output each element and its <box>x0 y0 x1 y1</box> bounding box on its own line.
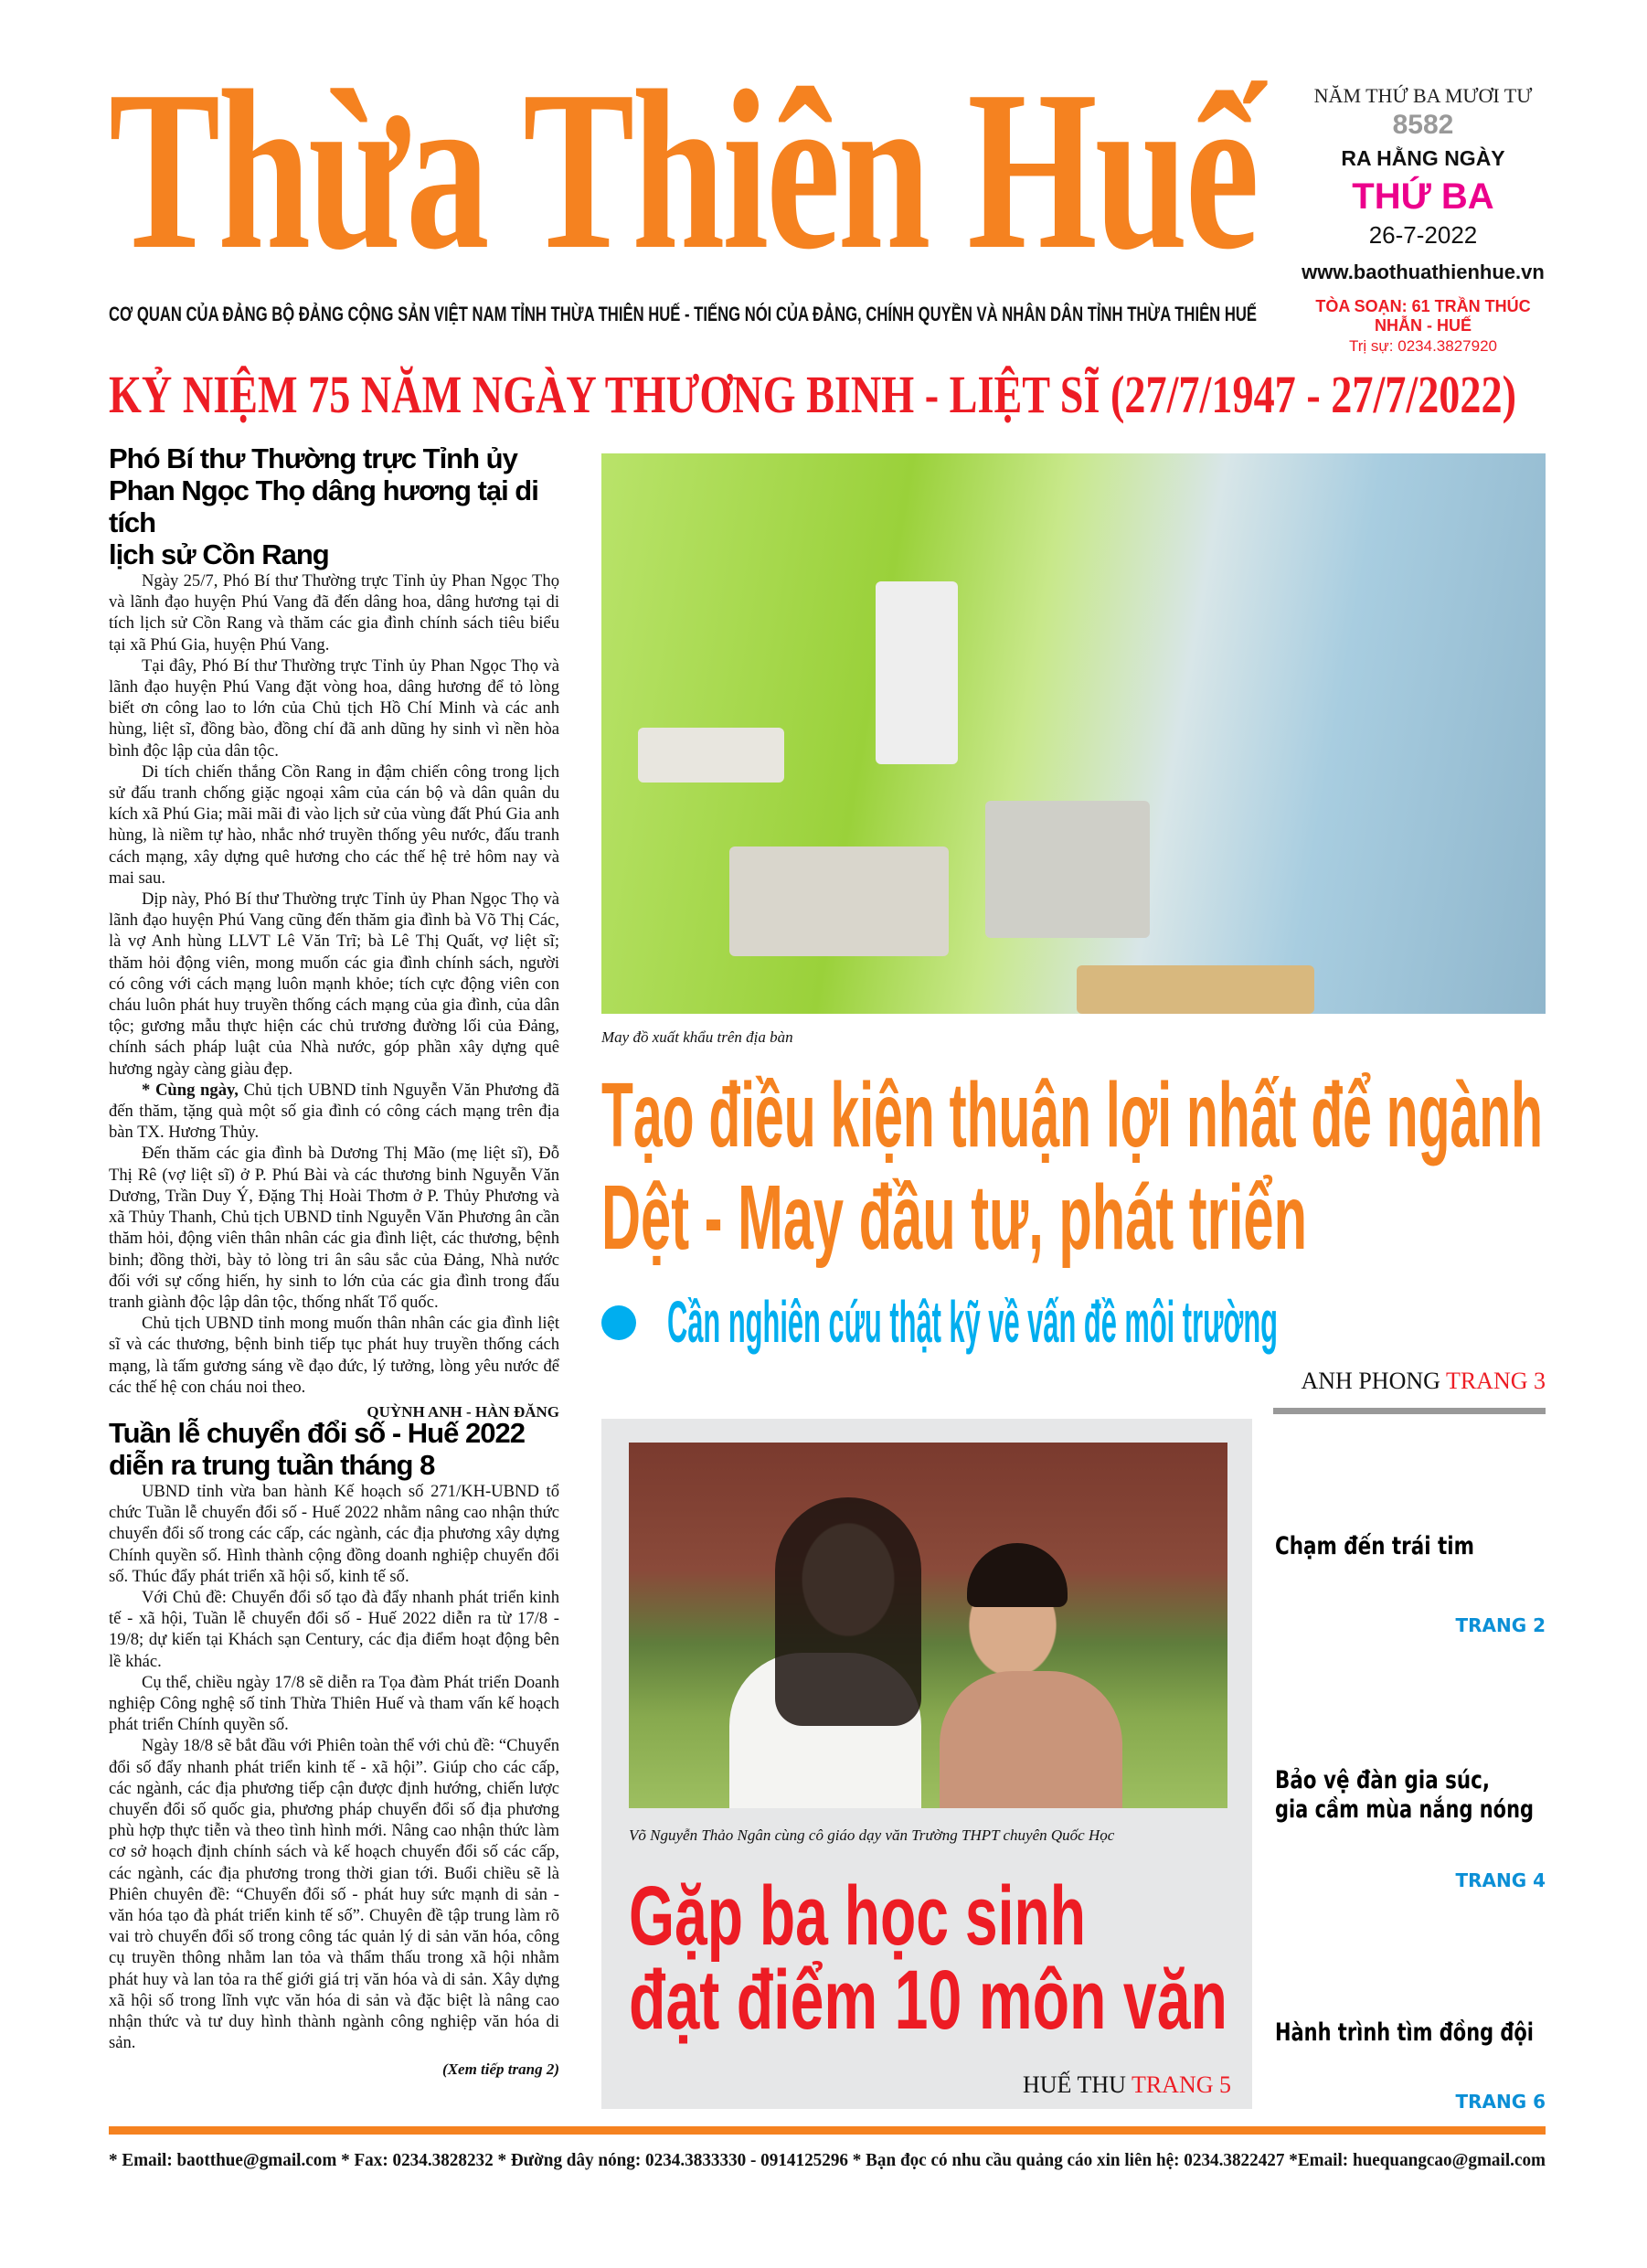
bullet-icon <box>601 1305 636 1340</box>
byline: QUỲNH ANH - HÀN ĐĂNG <box>367 1402 559 1421</box>
article-digital-week <box>109 1417 559 2079</box>
feature-headline[interactable]: Gặp ba học sinh đạt điểm 10 môn văn <box>629 1869 1227 2047</box>
feature-credit: HUẾ THU TRANG 5 <box>1023 2071 1231 2098</box>
office-address: TÒA SOẠN: 61 TRẦN THÚC NHẪN - HUẾ <box>1315 297 1531 335</box>
page-ref[interactable]: TRANG 3 <box>1445 1368 1546 1394</box>
weekday: THỨ BA <box>1352 176 1494 217</box>
garment-factory-photo <box>601 453 1546 1014</box>
article-title[interactable]: Tuần lễ chuyển đổi số - Huế 2022 diễn ra trung tuần tháng 8 <box>109 1417 525 1481</box>
article-body: Ngày 25/7, Phó Bí thư Thường trực Tỉnh ủy Phan Ngọc Thọ và lãnh đạo huyện Phú Vang đã đến dâng hoa, dâng hương tại di tích lịch sử Cồn Rang và thăm các gia đình chính sách tiêu biểu tại xã Phú Gia, huyện Phú Vang. Tại đây, Phó Bí thư Thường trực Tỉnh ủy Phan Ngọc Thọ và lãnh đạo huyện Phú Vang đặt vòng hoa, dâng hương để tỏ lòng biết ơn công lao to lớn của Chủ tịch Hồ Chí Minh và các anh hùng, liệt sĩ, đồng bào, đồng chí đã anh dũng hy sinh vì nền hòa bình độc lập của dân tộc. Di tích chiến thắng Cồn Rang in đậm chiến công trong lịch sử đấu tranh chống giặc ngoại xâm của cán bộ và dân quân du kích xã Phú Gia; mãi mãi đi vào lịch sử của vùng đất Phú Gia anh hùng, là niềm tự hào, nhắc nhớ truyền thống yêu nước, đấu tranh cách mạng, xây dựng quê hương cho các thế hệ trẻ hôm nay và mai sau. Dịp này, Phó Bí thư Thường trực Tỉnh ủy Phan Ngọc Thọ và lãnh đạo huyện Phú Vang cũng đến thăm gia đình bà Võ Thị Các, là vợ Anh hùng LLVT Lê Văn Trĩ; bà Lê Thị Quất, vợ liệt sĩ; thăm hỏi động viên, mong muốn các gia đình chính sách, người có công với cách mạng luôn mạnh khỏe; tích cực động viên con cháu luôn phát huy truyền thống cách mạng của gia đình, của dân tộc; gương mẫu thực hiện các chủ trương đường lối của Đảng, chính sách pháp luật của Nhà nước, góp phần xây dựng quê hương ngày càng giàu đẹp. * Cùng ngày, Chủ tịch UBND tỉnh Nguyễn Văn Phương đã đến thăm, tặng quà một số gia đình có công cách mạng trên địa bàn TX. Hương Thủy. Đến thăm các gia đình bà Dương Thị Mão (mẹ liệt sĩ), Đỗ Thị Rê (vợ liệt sĩ) ở P. Phú Bài và các thương binh Nguyễn Văn Dương, Trần Duy Ý, Đặng Thị Hoài Thơm ở P. Thủy Phương và xã Thủy Thanh, Chủ tịch UBND tỉnh Nguyễn Văn Phương ân cần thăm hỏi, động viên thân nhân các gia đình liệt, các thương, bệnh binh; đồng thời, bày tỏ lòng tri ân sâu sắc của Đảng, Nhà nước đối với sự cống hiến, hy sinh to lớn của các gia đình trong đấu tranh giành độc lập dân tộc, thống nhất Tổ quốc. Chủ tịch UBND tỉnh mong muốn thân nhân các gia đình liệt sĩ và các thương, bệnh binh tiếp tục phát huy truyền thống cách mạng, là tấm gương sáng về đạo đức, lý tưởng, lòng yêu nước để các thế hệ con cháu noi theo. <box>109 571 559 1397</box>
lead-subhead[interactable]: Cần nghiên cứu thật kỹ về vấn đề môi trường <box>667 1289 1278 1355</box>
sidebar-item-page[interactable]: TRANG 2 <box>1455 1614 1546 1636</box>
sidebar-divider <box>1273 1408 1546 1414</box>
footer-divider <box>109 2126 1546 2135</box>
sidebar-item-page[interactable]: TRANG 6 <box>1455 2091 1546 2113</box>
contact-footer: * Email: baotthue@gmail.com * Fax: 0234.3828232 * Đường dây nóng: 0234.3833330 - 0914125296 * Bạn đọc có nhu cầu quảng cáo xin liên hệ: 0234.3822427 *Email: huequangcao@gmail.com <box>109 2150 1546 2170</box>
article-title[interactable]: Phó Bí thư Thường trực Tỉnh ủy Phan Ngọc Thọ dâng hương tại di tích lịch sử Cồn Rang <box>109 442 538 570</box>
sidebar-item-title[interactable]: Chạm đến trái tim <box>1275 1532 1474 1560</box>
article-con-rang <box>109 442 559 1421</box>
year-line: NĂM THỨ BA MƯƠI TƯ <box>1313 84 1533 107</box>
lead-credit: ANH PHONG TRANG 3 <box>1301 1368 1546 1394</box>
issue-date: 26-7-2022 <box>1368 221 1478 249</box>
website-link[interactable]: www.baothuathienhue.vn <box>1302 261 1545 283</box>
newspaper-logo: Thừa Thiên Huế <box>109 44 1257 297</box>
sidebar-item-title[interactable]: Bảo vệ đàn gia súc, gia cầm mùa nắng nóng <box>1275 1766 1534 1824</box>
photo-caption: Võ Nguyễn Thảo Ngân cùng cô giáo dạy văn Trường THPT chuyên Quốc Học <box>629 1826 1115 1844</box>
sidebar-item-title[interactable]: Hành trình tìm đồng đội <box>1275 2018 1534 2047</box>
issue-number: 8582 <box>1392 110 1454 140</box>
continued-link[interactable]: (Xem tiếp trang 2) <box>442 2060 559 2079</box>
anniversary-banner: KỶ NIỆM 75 NĂM NGÀY THƯƠNG BINH - LIỆT SĨ (27/7/1947 - 27/7/2022) <box>109 365 1516 424</box>
lead-headline[interactable]: Tạo điều kiện thuận lợi nhất để ngành Dệt - May đầu tư, phát triển <box>601 1064 1543 1269</box>
sidebar-item-page[interactable]: TRANG 4 <box>1455 1869 1546 1891</box>
article-body: UBND tỉnh vừa ban hành Kế hoạch số 271/KH-UBND tổ chức Tuần lễ chuyển đổi số - Huế 2022 nhằm nâng cao nhận thức chuyển đổi số trong các cấp, các ngành, các địa phương xây dựng Chính quyền số. Hình thành cộng đồng doanh nghiệp chuyển đổi số. Thúc đẩy phát triển xã hội số, kinh tế số. Với Chủ đề: Chuyển đổi số tạo đà đẩy nhanh phát triển kinh tế - xã hội, Tuần lễ chuyển đổi số - Huế 2022 diễn ra từ 17/8 - 19/8; dự kiến tại Khách sạn Century, các địa điểm hoạt động bên lề khác. Cụ thể, chiều ngày 17/8 sẽ diễn ra Tọa đàm Phát triển Doanh nghiệp Công nghệ số tỉnh Thừa Thiên Huế và tham vấn kế hoạch phát triển Chính quyền số. Ngày 18/8 sẽ bắt đầu với Phiên toàn thể với chủ đề: “Chuyển đổi số đẩy nhanh phát triển kinh tế - xã hội”. Giúp cho các cấp, các ngành, các địa phương tiếp cận được định hướng, chiến lược chuyển đổi số quốc gia, phương pháp chuyển đổi số địa phương phù hợp thực tiễn và theo tình hình mới. Nâng cao nhận thức làm cơ sở hoạch định chính sách và kế hoạch chuyển đổi số các cấp, các ngành, các địa phương trong thời gian tới. Buổi chiều sẽ là Phiên chuyên đề: “Chuyển đổi số - phát huy sức mạnh di sản - văn hóa tạo đà phát triển kinh tế số”. Chuyên đề tập trung làm rõ vai trò chuyển đổi số trong công tác quản lý di sản văn hóa, công cụ truyền thông nhằm lan tỏa và thẩm thấu trong xã hội nhằm phát huy và lan tỏa ra thế giới giá trị văn hóa và di sản. Xây dựng xã hội số trong lĩnh vực văn hóa di sản và đặc biệt là nâng cao nhận thức và tư duy hình thành ngành công nghiệp văn hóa di sản. <box>109 1482 559 2053</box>
student-teacher-photo <box>629 1443 1227 1808</box>
office-phone: Trị sự: 0234.3827920 <box>1349 337 1497 355</box>
frequency: RA HẰNG NGÀY <box>1341 146 1505 170</box>
photo-caption: May đồ xuất khẩu trên địa bàn <box>601 1028 793 1046</box>
tagline: CƠ QUAN CỦA ĐẢNG BỘ ĐẢNG CỘNG SẢN VIỆT NAM TỈNH THỪA THIÊN HUẾ - TIẾNG NÓI CỦA ĐẢNG, CHÍNH QUYỀN VÀ NHÂN DÂN TỈNH THỪA THIÊN HUẾ <box>109 303 1257 325</box>
page-ref[interactable]: TRANG 5 <box>1131 2071 1231 2098</box>
